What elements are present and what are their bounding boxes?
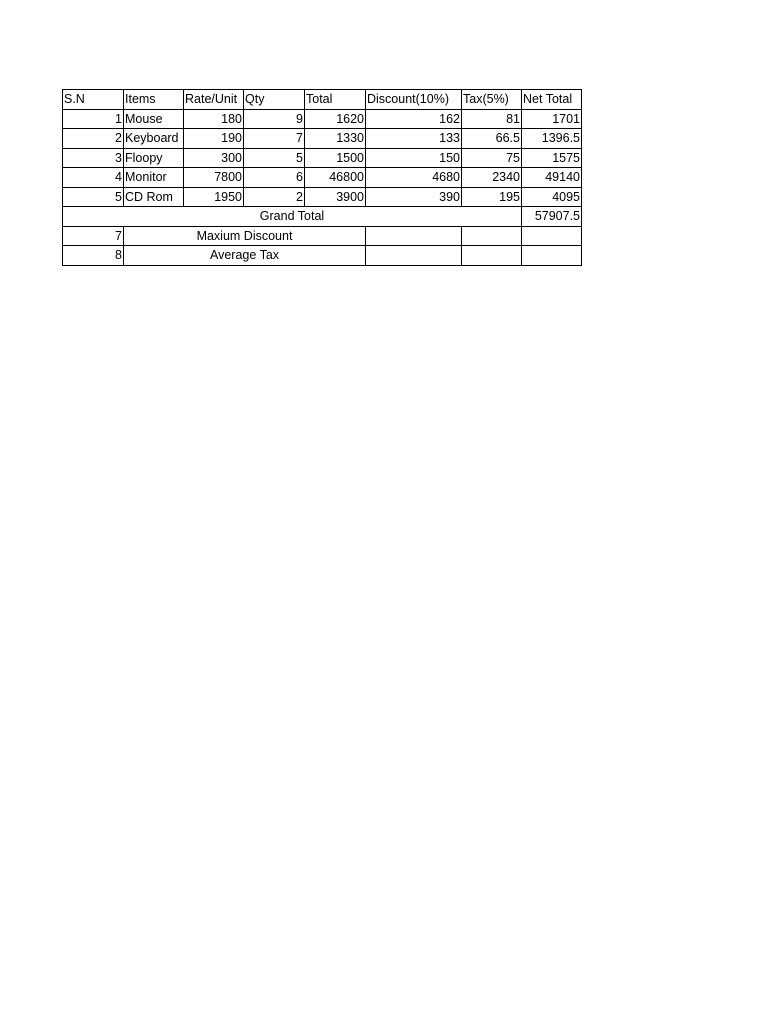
table-row — [63, 109, 582, 129]
header-cell-qty[interactable]: Qty — [244, 90, 305, 110]
cell-tax[interactable]: 195 — [462, 187, 522, 207]
cell-item[interactable]: Mouse — [124, 109, 184, 129]
cell-qty[interactable]: 7 — [244, 129, 305, 149]
table-row — [63, 187, 582, 207]
cell-tax[interactable]: 2340 — [462, 168, 522, 188]
header-cell-net-total[interactable]: Net Total — [522, 90, 582, 110]
summary-label-average-tax[interactable]: Average Tax — [124, 246, 366, 266]
cell-tax[interactable]: 81 — [462, 109, 522, 129]
summary-row — [63, 246, 582, 266]
cell-rate[interactable]: 300 — [184, 148, 244, 168]
cell-discount[interactable]: 390 — [366, 187, 462, 207]
cell-net-total[interactable]: 1575 — [522, 148, 582, 168]
cell-qty[interactable]: 5 — [244, 148, 305, 168]
table-row — [63, 148, 582, 168]
header-cell-rate-unit[interactable]: Rate/Unit — [184, 90, 244, 110]
cell-rate[interactable]: 7800 — [184, 168, 244, 188]
cell-total[interactable]: 46800 — [305, 168, 366, 188]
cell-net-total[interactable]: 1396.5 — [522, 129, 582, 149]
cell-discount[interactable]: 150 — [366, 148, 462, 168]
grand-total-row — [63, 207, 582, 227]
cell-qty[interactable]: 9 — [244, 109, 305, 129]
cell-total[interactable]: 3900 — [305, 187, 366, 207]
cell-qty[interactable]: 6 — [244, 168, 305, 188]
cell-total[interactable]: 1500 — [305, 148, 366, 168]
cell-item[interactable]: CD Rom — [124, 187, 184, 207]
cell-rate[interactable]: 1950 — [184, 187, 244, 207]
cell-net-total[interactable]: 4095 — [522, 187, 582, 207]
cell-sn[interactable]: 1 — [63, 109, 124, 129]
cell-discount[interactable]: 133 — [366, 129, 462, 149]
cell-rate[interactable]: 190 — [184, 129, 244, 149]
cell-total[interactable]: 1620 — [305, 109, 366, 129]
cell-qty[interactable]: 2 — [244, 187, 305, 207]
summary-empty-cell[interactable] — [462, 226, 522, 246]
cell-sn[interactable]: 2 — [63, 129, 124, 149]
cell-sn[interactable]: 5 — [63, 187, 124, 207]
cell-tax[interactable]: 75 — [462, 148, 522, 168]
cell-item[interactable]: Floopy — [124, 148, 184, 168]
header-row — [63, 90, 582, 110]
items-table — [62, 89, 582, 266]
cell-tax[interactable]: 66.5 — [462, 129, 522, 149]
header-cell-total[interactable]: Total — [305, 90, 366, 110]
header-cell-tax[interactable]: Tax(5%) — [462, 90, 522, 110]
cell-net-total[interactable]: 1701 — [522, 109, 582, 129]
table-row — [63, 168, 582, 188]
cell-item[interactable]: Monitor — [124, 168, 184, 188]
summary-empty-cell[interactable] — [366, 226, 462, 246]
grand-total-value[interactable]: 57907.5 — [522, 207, 582, 227]
cell-total[interactable]: 1330 — [305, 129, 366, 149]
cell-rate[interactable]: 180 — [184, 109, 244, 129]
header-cell-items[interactable]: Items — [124, 90, 184, 110]
summary-label-max-discount[interactable]: Maxium Discount — [124, 226, 366, 246]
cell-sn[interactable]: 3 — [63, 148, 124, 168]
cell-sn[interactable]: 4 — [63, 168, 124, 188]
summary-row — [63, 226, 582, 246]
header-cell-sn[interactable]: S.N — [63, 90, 124, 110]
header-cell-discount[interactable]: Discount(10%) — [366, 90, 462, 110]
grand-total-label[interactable]: Grand Total — [63, 207, 522, 227]
summary-empty-cell[interactable] — [366, 246, 462, 266]
cell-discount[interactable]: 162 — [366, 109, 462, 129]
cell-item[interactable]: Keyboard — [124, 129, 184, 149]
summary-empty-cell[interactable] — [522, 246, 582, 266]
summary-empty-cell[interactable] — [462, 246, 522, 266]
table-row — [63, 129, 582, 149]
cell-net-total[interactable]: 49140 — [522, 168, 582, 188]
summary-sn[interactable]: 8 — [63, 246, 124, 266]
summary-empty-cell[interactable] — [522, 226, 582, 246]
cell-discount[interactable]: 4680 — [366, 168, 462, 188]
summary-sn[interactable]: 7 — [63, 226, 124, 246]
